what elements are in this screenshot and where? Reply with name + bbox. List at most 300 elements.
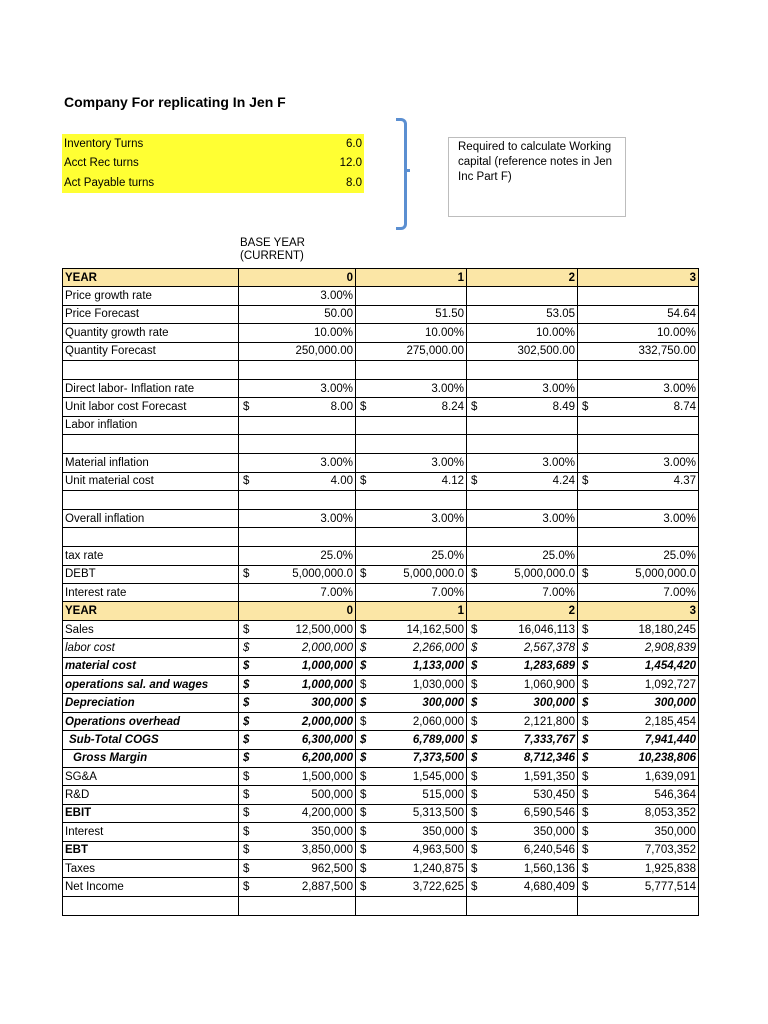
value-cell[interactable]: 4,963,500 [370,841,467,859]
value-cell[interactable]: 350,000 [370,823,467,841]
row-label[interactable]: Quantity growth rate [63,324,239,342]
value-cell[interactable]: 3.00% [481,509,578,527]
value-cell[interactable]: 8.00 [253,398,356,416]
value-cell[interactable]: 4,200,000 [253,804,356,822]
value-cell[interactable]: 10.00% [370,324,467,342]
value-cell[interactable]: 2,121,800 [481,712,578,730]
currency-cell[interactable]: $ [467,694,481,712]
value-cell[interactable]: 3.00% [481,454,578,472]
currency-cell[interactable]: $ [356,731,370,749]
value-cell[interactable] [253,896,356,915]
value-cell[interactable]: 515,000 [370,786,467,804]
value-cell[interactable] [481,287,578,305]
turns-label[interactable]: Acct Rec turns [62,154,300,174]
value-cell[interactable]: 7,703,352 [592,841,699,859]
value-cell[interactable]: 4,680,409 [481,878,578,896]
note-textbox[interactable]: Required to calculate Working capital (reference notes in Jen Inc Part F) [448,137,626,217]
value-cell[interactable] [592,416,699,434]
row-label[interactable] [63,360,239,379]
value-cell[interactable] [253,490,356,509]
value-cell[interactable]: 350,000 [592,823,699,841]
value-cell[interactable]: 275,000.00 [370,342,467,360]
value-cell[interactable]: 1,092,727 [592,676,699,694]
value-cell[interactable] [592,287,699,305]
currency-cell[interactable]: $ [467,804,481,822]
row-label[interactable]: Direct labor- Inflation rate [63,379,239,397]
currency-cell[interactable] [467,435,481,454]
currency-cell[interactable]: $ [467,859,481,877]
currency-cell[interactable]: $ [356,841,370,859]
value-cell[interactable]: 1 [370,602,467,620]
value-cell[interactable]: 962,500 [253,859,356,877]
currency-cell[interactable]: $ [356,804,370,822]
value-cell[interactable] [370,416,467,434]
value-cell[interactable]: 8.24 [370,398,467,416]
row-label[interactable]: Unit material cost [63,472,239,490]
value-cell[interactable] [481,360,578,379]
value-cell[interactable]: 2,567,378 [481,639,578,657]
row-label[interactable]: YEAR [63,602,239,620]
currency-cell[interactable] [356,287,370,305]
value-cell[interactable]: 332,750.00 [592,342,699,360]
row-label[interactable]: EBT [63,841,239,859]
value-cell[interactable] [253,360,356,379]
value-cell[interactable]: 5,000,000.0 [592,565,699,583]
value-cell[interactable]: 6,590,546 [481,804,578,822]
value-cell[interactable]: 1 [370,269,467,287]
value-cell[interactable]: 0 [253,602,356,620]
value-cell[interactable]: 14,162,500 [370,620,467,638]
currency-cell[interactable] [239,584,253,602]
row-label[interactable]: tax rate [63,547,239,565]
value-cell[interactable]: 530,450 [481,786,578,804]
value-cell[interactable]: 2 [481,602,578,620]
currency-cell[interactable]: $ [467,712,481,730]
currency-cell[interactable]: $ [467,767,481,785]
value-cell[interactable]: 12,500,000 [253,620,356,638]
currency-cell[interactable] [578,547,592,565]
value-cell[interactable] [592,896,699,915]
currency-cell[interactable]: $ [578,841,592,859]
currency-cell[interactable] [239,490,253,509]
currency-cell[interactable] [356,305,370,323]
value-cell[interactable]: 5,000,000.0 [481,565,578,583]
currency-cell[interactable]: $ [239,657,253,675]
value-cell[interactable]: 10.00% [253,324,356,342]
currency-cell[interactable] [467,324,481,342]
value-cell[interactable]: 4.00 [253,472,356,490]
currency-cell[interactable]: $ [578,694,592,712]
value-cell[interactable]: 1,030,000 [370,676,467,694]
currency-cell[interactable]: $ [578,731,592,749]
currency-cell[interactable]: $ [239,878,253,896]
row-label[interactable]: Sub-Total COGS [63,731,239,749]
currency-cell[interactable]: $ [239,565,253,583]
currency-cell[interactable]: $ [356,398,370,416]
currency-cell[interactable] [356,584,370,602]
value-cell[interactable] [592,435,699,454]
value-cell[interactable]: 4.24 [481,472,578,490]
currency-cell[interactable] [356,547,370,565]
currency-cell[interactable]: $ [239,786,253,804]
currency-cell[interactable] [239,342,253,360]
value-cell[interactable]: 250,000.00 [253,342,356,360]
value-cell[interactable]: 2,887,500 [253,878,356,896]
value-cell[interactable] [481,528,578,547]
currency-cell[interactable] [467,896,481,915]
value-cell[interactable]: 5,777,514 [592,878,699,896]
currency-cell[interactable] [467,269,481,287]
currency-cell[interactable] [467,287,481,305]
value-cell[interactable]: 8.74 [592,398,699,416]
currency-cell[interactable]: $ [356,712,370,730]
currency-cell[interactable]: $ [467,841,481,859]
value-cell[interactable]: 25.0% [253,547,356,565]
row-label[interactable]: Gross Margin [63,749,239,767]
value-cell[interactable]: 1,560,136 [481,859,578,877]
value-cell[interactable]: 3.00% [592,454,699,472]
currency-cell[interactable] [239,305,253,323]
currency-cell[interactable] [578,509,592,527]
currency-cell[interactable]: $ [356,786,370,804]
row-label[interactable]: EBIT [63,804,239,822]
currency-cell[interactable]: $ [578,749,592,767]
currency-cell[interactable]: $ [467,620,481,638]
currency-cell[interactable] [239,547,253,565]
currency-cell[interactable]: $ [239,767,253,785]
currency-cell[interactable] [467,416,481,434]
value-cell[interactable]: 300,000 [253,694,356,712]
currency-cell[interactable] [239,379,253,397]
value-cell[interactable]: 546,364 [592,786,699,804]
currency-cell[interactable]: $ [239,676,253,694]
value-cell[interactable]: 1,545,000 [370,767,467,785]
value-cell[interactable]: 18,180,245 [592,620,699,638]
row-label[interactable]: R&D [63,786,239,804]
currency-cell[interactable] [356,509,370,527]
value-cell[interactable]: 4.37 [592,472,699,490]
currency-cell[interactable] [356,454,370,472]
value-cell[interactable]: 51.50 [370,305,467,323]
currency-cell[interactable] [467,454,481,472]
currency-cell[interactable] [467,547,481,565]
currency-cell[interactable]: $ [467,657,481,675]
turns-label[interactable]: Act Payable turns [62,173,300,193]
currency-cell[interactable]: $ [356,767,370,785]
row-label[interactable] [63,435,239,454]
value-cell[interactable] [370,287,467,305]
currency-cell[interactable]: $ [239,712,253,730]
value-cell[interactable]: 25.0% [370,547,467,565]
currency-cell[interactable]: $ [578,472,592,490]
currency-cell[interactable] [467,509,481,527]
currency-cell[interactable]: $ [467,472,481,490]
row-label[interactable]: labor cost [63,639,239,657]
currency-cell[interactable]: $ [356,749,370,767]
value-cell[interactable]: 2,060,000 [370,712,467,730]
value-cell[interactable] [370,528,467,547]
value-cell[interactable]: 53.05 [481,305,578,323]
currency-cell[interactable]: $ [239,620,253,638]
row-label[interactable]: DEBT [63,565,239,583]
currency-cell[interactable]: $ [467,676,481,694]
currency-cell[interactable]: $ [467,749,481,767]
value-cell[interactable]: 5,313,500 [370,804,467,822]
currency-cell[interactable]: $ [239,841,253,859]
currency-cell[interactable] [239,454,253,472]
currency-cell[interactable] [467,602,481,620]
value-cell[interactable]: 2,908,839 [592,639,699,657]
value-cell[interactable] [481,416,578,434]
currency-cell[interactable] [239,324,253,342]
currency-cell[interactable] [467,342,481,360]
currency-cell[interactable]: $ [356,472,370,490]
value-cell[interactable]: 2,185,454 [592,712,699,730]
currency-cell[interactable] [239,416,253,434]
value-cell[interactable]: 25.0% [481,547,578,565]
row-label[interactable] [63,896,239,915]
currency-cell[interactable] [578,454,592,472]
value-cell[interactable]: 10,238,806 [592,749,699,767]
value-cell[interactable]: 3.00% [253,379,356,397]
value-cell[interactable]: 7.00% [370,584,467,602]
value-cell[interactable]: 300,000 [481,694,578,712]
value-cell[interactable]: 1,000,000 [253,657,356,675]
value-cell[interactable]: 1,925,838 [592,859,699,877]
currency-cell[interactable]: $ [467,398,481,416]
value-cell[interactable]: 1,500,000 [253,767,356,785]
value-cell[interactable]: 8,053,352 [592,804,699,822]
value-cell[interactable]: 1,060,900 [481,676,578,694]
currency-cell[interactable]: $ [356,878,370,896]
value-cell[interactable]: 3,722,625 [370,878,467,896]
turns-label[interactable]: Inventory Turns [62,134,300,154]
currency-cell[interactable]: $ [239,859,253,877]
value-cell[interactable] [481,490,578,509]
currency-cell[interactable] [239,602,253,620]
row-label[interactable]: Price growth rate [63,287,239,305]
row-label[interactable]: Material inflation [63,454,239,472]
currency-cell[interactable] [467,379,481,397]
currency-cell[interactable] [356,528,370,547]
currency-cell[interactable]: $ [356,823,370,841]
value-cell[interactable]: 7.00% [481,584,578,602]
currency-cell[interactable]: $ [467,639,481,657]
currency-cell[interactable]: $ [356,657,370,675]
currency-cell[interactable]: $ [578,639,592,657]
value-cell[interactable]: 300,000 [592,694,699,712]
value-cell[interactable]: 3.00% [481,379,578,397]
currency-cell[interactable]: $ [578,620,592,638]
value-cell[interactable] [253,416,356,434]
currency-cell[interactable] [578,360,592,379]
currency-cell[interactable] [578,305,592,323]
currency-cell[interactable]: $ [239,731,253,749]
currency-cell[interactable]: $ [239,694,253,712]
value-cell[interactable]: 3.00% [370,379,467,397]
row-label[interactable]: Price Forecast [63,305,239,323]
row-label[interactable]: Interest rate [63,584,239,602]
currency-cell[interactable]: $ [578,657,592,675]
currency-cell[interactable]: $ [239,639,253,657]
value-cell[interactable]: 3.00% [592,379,699,397]
value-cell[interactable]: 1,000,000 [253,676,356,694]
currency-cell[interactable]: $ [356,639,370,657]
value-cell[interactable]: 1,591,350 [481,767,578,785]
currency-cell[interactable] [467,584,481,602]
value-cell[interactable]: 1,454,420 [592,657,699,675]
value-cell[interactable]: 2 [481,269,578,287]
currency-cell[interactable]: $ [578,878,592,896]
currency-cell[interactable] [356,324,370,342]
value-cell[interactable] [370,490,467,509]
value-cell[interactable]: 7,333,767 [481,731,578,749]
value-cell[interactable]: 1,283,689 [481,657,578,675]
currency-cell[interactable] [239,269,253,287]
value-cell[interactable] [592,528,699,547]
currency-cell[interactable] [356,602,370,620]
currency-cell[interactable] [578,324,592,342]
currency-cell[interactable] [239,287,253,305]
row-label[interactable] [63,528,239,547]
value-cell[interactable]: 3.00% [370,509,467,527]
row-label[interactable]: Sales [63,620,239,638]
value-cell[interactable]: 7,373,500 [370,749,467,767]
currency-cell[interactable]: $ [239,804,253,822]
currency-cell[interactable] [467,490,481,509]
currency-cell[interactable]: $ [467,565,481,583]
value-cell[interactable]: 5,000,000.0 [253,565,356,583]
currency-cell[interactable] [356,379,370,397]
value-cell[interactable]: 7.00% [253,584,356,602]
currency-cell[interactable] [467,528,481,547]
value-cell[interactable]: 4.12 [370,472,467,490]
currency-cell[interactable]: $ [467,878,481,896]
turns-value[interactable]: 12.0 [300,154,364,174]
value-cell[interactable]: 7.00% [592,584,699,602]
row-label[interactable]: Net Income [63,878,239,896]
value-cell[interactable]: 1,639,091 [592,767,699,785]
currency-cell[interactable]: $ [578,565,592,583]
currency-cell[interactable]: $ [356,620,370,638]
currency-cell[interactable]: $ [467,823,481,841]
value-cell[interactable]: 5,000,000.0 [370,565,467,583]
value-cell[interactable]: 6,789,000 [370,731,467,749]
row-label[interactable]: Labor inflation [63,416,239,434]
value-cell[interactable]: 500,000 [253,786,356,804]
value-cell[interactable] [253,528,356,547]
value-cell[interactable]: 3 [592,602,699,620]
row-label[interactable]: Operations overhead [63,712,239,730]
value-cell[interactable] [370,360,467,379]
row-label[interactable]: Interest [63,823,239,841]
currency-cell[interactable]: $ [356,565,370,583]
currency-cell[interactable]: $ [578,676,592,694]
value-cell[interactable] [253,435,356,454]
currency-cell[interactable] [356,490,370,509]
value-cell[interactable]: 350,000 [481,823,578,841]
currency-cell[interactable] [356,269,370,287]
value-cell[interactable]: 3.00% [253,454,356,472]
value-cell[interactable]: 3.00% [592,509,699,527]
value-cell[interactable]: 6,200,000 [253,749,356,767]
value-cell[interactable]: 302,500.00 [481,342,578,360]
currency-cell[interactable] [578,528,592,547]
currency-cell[interactable] [578,416,592,434]
currency-cell[interactable]: $ [467,731,481,749]
value-cell[interactable] [481,435,578,454]
value-cell[interactable]: 3.00% [253,509,356,527]
currency-cell[interactable]: $ [356,694,370,712]
value-cell[interactable]: 2,266,000 [370,639,467,657]
value-cell[interactable] [592,360,699,379]
value-cell[interactable]: 3,850,000 [253,841,356,859]
row-label[interactable]: Depreciation [63,694,239,712]
currency-cell[interactable]: $ [578,767,592,785]
row-label[interactable]: operations sal. and wages [63,676,239,694]
currency-cell[interactable] [578,342,592,360]
currency-cell[interactable] [239,360,253,379]
currency-cell[interactable] [578,435,592,454]
value-cell[interactable]: 350,000 [253,823,356,841]
value-cell[interactable]: 2,000,000 [253,639,356,657]
currency-cell[interactable]: $ [467,786,481,804]
value-cell[interactable]: 300,000 [370,694,467,712]
currency-cell[interactable] [356,896,370,915]
value-cell[interactable] [592,490,699,509]
value-cell[interactable]: 2,000,000 [253,712,356,730]
row-label[interactable]: SG&A [63,767,239,785]
currency-cell[interactable]: $ [356,859,370,877]
currency-cell[interactable] [578,896,592,915]
value-cell[interactable]: 8,712,346 [481,749,578,767]
row-label[interactable]: Overall inflation [63,509,239,527]
value-cell[interactable]: 54.64 [592,305,699,323]
currency-cell[interactable] [356,416,370,434]
value-cell[interactable]: 0 [253,269,356,287]
currency-cell[interactable]: $ [578,859,592,877]
currency-cell[interactable] [239,435,253,454]
row-label[interactable] [63,490,239,509]
value-cell[interactable]: 3.00% [253,287,356,305]
value-cell[interactable]: 8.49 [481,398,578,416]
currency-cell[interactable]: $ [578,712,592,730]
value-cell[interactable]: 3.00% [370,454,467,472]
value-cell[interactable]: 25.0% [592,547,699,565]
currency-cell[interactable]: $ [578,786,592,804]
row-label[interactable]: material cost [63,657,239,675]
value-cell[interactable]: 6,300,000 [253,731,356,749]
value-cell[interactable]: 10.00% [481,324,578,342]
currency-cell[interactable] [467,305,481,323]
value-cell[interactable]: 1,240,875 [370,859,467,877]
currency-cell[interactable]: $ [239,472,253,490]
currency-cell[interactable] [578,584,592,602]
value-cell[interactable] [481,896,578,915]
row-label[interactable]: Quantity Forecast [63,342,239,360]
currency-cell[interactable] [578,379,592,397]
row-label[interactable]: Unit labor cost Forecast [63,398,239,416]
value-cell[interactable]: 3 [592,269,699,287]
currency-cell[interactable] [239,509,253,527]
currency-cell[interactable]: $ [239,749,253,767]
currency-cell[interactable] [467,360,481,379]
value-cell[interactable]: 50.00 [253,305,356,323]
currency-cell[interactable] [578,287,592,305]
value-cell[interactable]: 7,941,440 [592,731,699,749]
row-label[interactable]: YEAR [63,269,239,287]
row-label[interactable]: Taxes [63,859,239,877]
